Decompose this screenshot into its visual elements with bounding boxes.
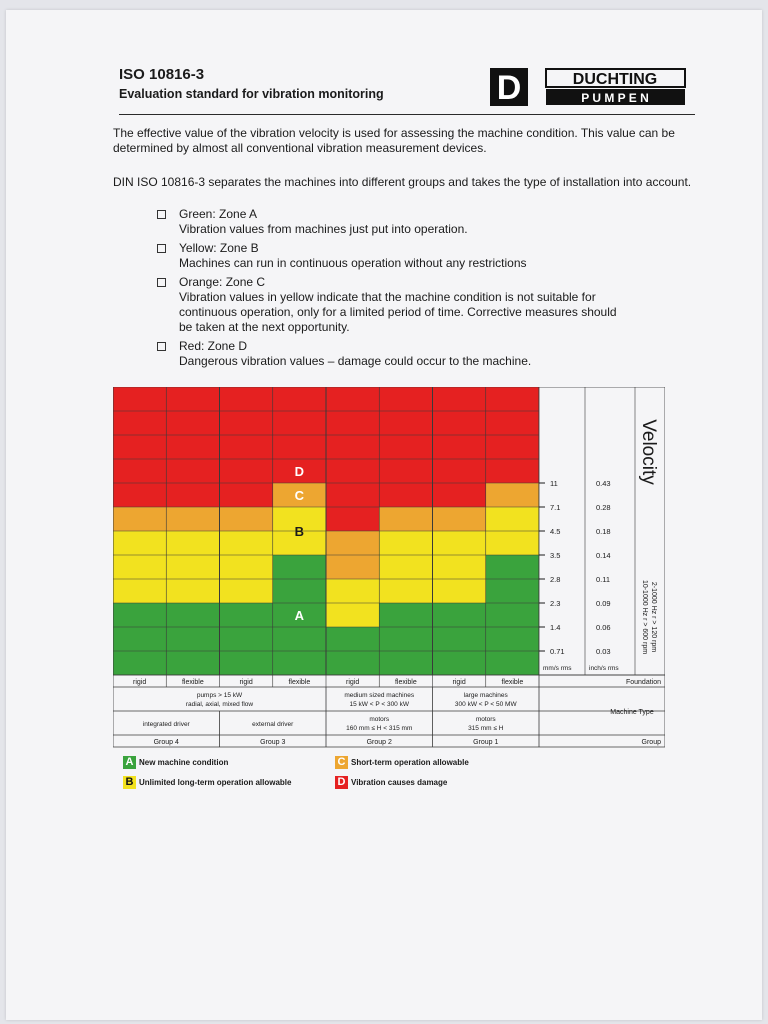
- foundation-row-label: Foundation: [625, 679, 661, 686]
- inch-unit-label: inch/s rms: [589, 665, 619, 672]
- foundation-label: flexible: [181, 679, 204, 686]
- foundation-label: flexible: [501, 679, 524, 686]
- legend-swatch: B: [123, 776, 136, 789]
- zone-item-title: Red: Zone D: [179, 339, 248, 353]
- driver-label: external driver: [252, 721, 294, 728]
- zone-c-band: [113, 507, 166, 531]
- legend-item-b: [123, 776, 291, 789]
- checkbox-icon: [157, 244, 166, 253]
- legend-item-d: [335, 776, 447, 789]
- machine-type-detail: radial, axial, mixed flow: [185, 701, 254, 708]
- foundation-label: rigid: [346, 679, 360, 686]
- zone-c-band: [433, 507, 486, 531]
- velocity-inch-tick-label: 0.06: [596, 623, 611, 632]
- velocity-mm-tick-label: 4.5: [550, 527, 561, 536]
- header-divider: [119, 114, 695, 115]
- svg-text:P U M P E N: P U M P E N: [581, 91, 649, 105]
- zone-a-band: [433, 603, 486, 675]
- intro-paragraph-2: DIN ISO 10816-3 separates the machines into different groups and takes the type of installation into account.: [113, 175, 692, 189]
- document-title: ISO 10816-3: [119, 66, 205, 83]
- svg-text:DUCHTING: DUCHTING: [572, 71, 658, 88]
- velocity-inch-tick-label: 0.18: [596, 527, 611, 536]
- zone-item-a: [157, 207, 687, 237]
- legend-item-c: [335, 756, 469, 769]
- svg-text:D: D: [496, 69, 522, 106]
- vibration-severity-chart: [113, 387, 665, 749]
- zone-item-text: Vibration values from machines just put into operation.: [179, 222, 468, 236]
- foundation-label: rigid: [133, 679, 147, 686]
- foundation-label: rigid: [452, 679, 466, 686]
- zone-d-band: [220, 387, 273, 507]
- legend-label: New machine condition: [139, 758, 229, 767]
- legend-swatch: C: [335, 756, 348, 769]
- velocity-mm-tick-label: 3.5: [550, 551, 561, 560]
- zone-d-band: [379, 387, 432, 507]
- machine-type-label: medium sized machines: [344, 692, 415, 699]
- document-subtitle: Evaluation standard for vibration monitoring: [119, 87, 384, 101]
- velocity-mm-tick-label: 11: [550, 479, 558, 488]
- velocity-inch-tick-label: 0.09: [596, 599, 611, 608]
- group-label: Group 2: [366, 739, 392, 746]
- checkbox-icon: [157, 342, 166, 351]
- legend-label: Unlimited long-term operation allowable: [139, 778, 292, 787]
- zone-item-d: [157, 339, 687, 369]
- machine-type-label: large machines: [463, 692, 508, 699]
- zone-b-band: [433, 531, 486, 603]
- zone-a-band: [486, 555, 539, 675]
- legend-swatch: D: [335, 776, 348, 789]
- zone-item-text: Machines can run in continuous operation without any restrictions: [179, 256, 527, 270]
- zone-a-band: [113, 603, 166, 675]
- group-row-label: Group: [641, 739, 661, 746]
- zone-list: [157, 207, 687, 373]
- zone-c-band: [220, 507, 273, 531]
- mm-unit-label: mm/s rms: [543, 665, 572, 672]
- zone-label-a: A: [294, 608, 305, 623]
- zone-a-band: [220, 603, 273, 675]
- zone-item-title: Orange: Zone C: [179, 275, 266, 289]
- legend-label: Short-term operation allowable: [351, 758, 469, 767]
- driver-label: motors: [475, 716, 496, 723]
- legend-label: Vibration causes damage: [351, 778, 448, 787]
- zone-b-band: [113, 531, 166, 603]
- zone-label-d: D: [294, 464, 305, 479]
- driver-detail: 160 mm ≤ H < 315 mm: [346, 725, 413, 732]
- zone-a-band: [166, 603, 219, 675]
- zone-item-b: [157, 241, 687, 271]
- foundation-label: rigid: [239, 679, 253, 686]
- intro-paragraph-1: The effective value of the vibration velocity is used for assessing the machine condition. This value can be determined by almost all conventional vibration measurement devices.: [113, 126, 675, 155]
- zone-a-band: [379, 603, 432, 675]
- frequency-note: 2-1000 Hz r > 120 rpm: [650, 581, 657, 653]
- zone-label-b: B: [294, 524, 305, 539]
- velocity-mm-tick-label: 1.4: [550, 623, 561, 632]
- velocity-inch-tick-label: 0.14: [596, 551, 611, 560]
- chart-title: Velocity: [638, 419, 659, 485]
- company-logo: [490, 68, 686, 106]
- zone-b-band: [379, 531, 432, 603]
- zone-item-c: [157, 275, 687, 335]
- frequency-note: 10-1000 Hz r > 600 rpm: [641, 579, 648, 655]
- zone-d-band: [113, 387, 166, 507]
- velocity-mm-tick-label: 0.71: [550, 647, 565, 656]
- driver-label: motors: [369, 716, 390, 723]
- zone-c-band: [486, 483, 539, 507]
- group-label: Group 1: [473, 739, 499, 746]
- zone-c-band: [166, 507, 219, 531]
- zone-item-text: Vibration values in yellow indicate that the machine condition is not suitable for continuous operation, only for a limited period of time. Corrective measures should be taken at the next opportunity.: [179, 290, 617, 334]
- foundation-label: flexible: [288, 679, 311, 686]
- velocity-mm-tick-label: 2.3: [550, 599, 561, 608]
- foundation-label: flexible: [394, 679, 417, 686]
- zone-b-band: [220, 531, 273, 603]
- zone-item-title: Green: Zone A: [179, 207, 258, 221]
- velocity-inch-tick-label: 0.43: [596, 479, 611, 488]
- velocity-mm-tick-label: 2.8: [550, 575, 561, 584]
- group-label: Group 4: [153, 739, 179, 746]
- velocity-mm-tick-label: 7.1: [550, 503, 561, 512]
- zone-item-text: Dangerous vibration values – damage could occur to the machine.: [179, 354, 532, 368]
- checkbox-icon: [157, 210, 166, 219]
- legend-item-a: [123, 756, 228, 769]
- zone-d-band: [433, 387, 486, 507]
- zone-c-band: [379, 507, 432, 531]
- machine-type-label: pumps > 15 kW: [196, 692, 243, 699]
- zone-label-c: C: [294, 488, 305, 503]
- zone-b-band: [166, 531, 219, 603]
- group-label: Group 3: [260, 739, 286, 746]
- zone-d-band: [166, 387, 219, 507]
- machine-type-detail: 300 kW < P < 50 MW: [454, 701, 517, 708]
- driver-detail: 315 mm ≤ H: [468, 725, 504, 732]
- machine-type-row-label: Machine Type: [610, 709, 654, 716]
- checkbox-icon: [157, 278, 166, 287]
- zone-item-title: Yellow: Zone B: [179, 241, 259, 255]
- machine-type-detail: 15 kW < P < 300 kW: [349, 701, 409, 708]
- driver-label: integrated driver: [142, 721, 190, 728]
- legend-swatch: A: [123, 756, 136, 769]
- velocity-inch-tick-label: 0.03: [596, 647, 611, 656]
- velocity-inch-tick-label: 0.28: [596, 503, 611, 512]
- velocity-inch-tick-label: 0.11: [596, 575, 611, 584]
